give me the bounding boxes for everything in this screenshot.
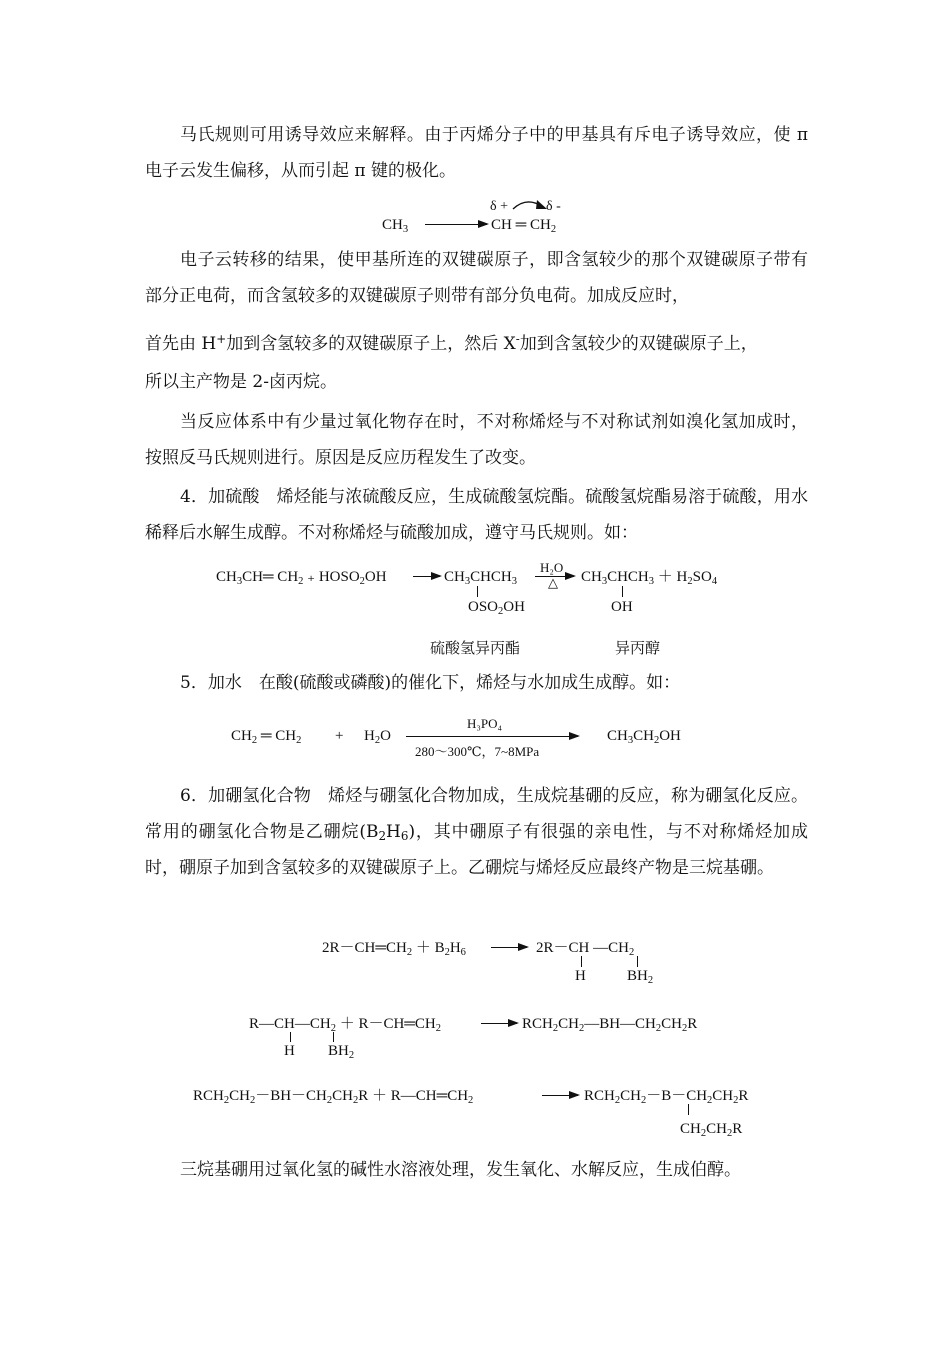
paragraph-addition-order: 首先由 H+加到含氢较多的双键碳原子上，然后 X-加到含氢较少的双键碳原子上， [145, 332, 758, 354]
formula-reactants: $2R-CH═CH_2 + B_2H_6$ [322, 940, 466, 958]
formula-oh: OH [611, 599, 633, 615]
condition-water: H₂O [540, 560, 564, 575]
formula-ch-ch2: CH ═ $CH_2$ [491, 217, 557, 235]
delta-minus: δ - [546, 199, 561, 214]
formula-propene: $CH_3CH═$ $CH_2$ ₊ $HOSO_2OH$ [216, 569, 387, 587]
reaction-arrow [425, 224, 487, 225]
substituent-bh2: $BH_2$ [328, 1043, 355, 1061]
paragraph-main-product: 所以主产物是 2-卤丙烷。 [145, 372, 337, 392]
formula-ethanol: $CH_3CH_2OH$ [607, 728, 681, 746]
paragraph-water-addition: 5．加水 在酸(硫酸或磷酸)的催化下，烯烃与水加成生成醇。如： [180, 673, 681, 693]
substituent-ch2ch2r: $CH_2CH_2R$ [680, 1121, 743, 1139]
paragraph-oxidation: 三烷基硼用过氧化氢的碱性水溶液处理，发生氧化、水解反应，生成伯醇。 [180, 1160, 741, 1180]
bond-line [688, 1104, 689, 1115]
formula-product: 2R－CH $—CH_2$ [536, 940, 635, 958]
bond-line [637, 956, 638, 967]
formula-trialkylborane: $RCH_2CH_2-B-CH_2CH_2R$ [584, 1088, 749, 1106]
substituent-h: H [284, 1043, 295, 1059]
delta-plus: δ + [490, 199, 508, 214]
reaction-arrow [406, 736, 578, 737]
substituent-h: H [575, 968, 586, 984]
formula-water: $H_2O$ [364, 728, 391, 746]
reaction-arrow [491, 947, 527, 948]
condition-temperature-pressure: 280～300℃，7~8MPa [415, 744, 540, 759]
bond-line [290, 1032, 291, 1042]
reaction-arrow [481, 1023, 517, 1024]
bond-line [622, 586, 623, 597]
paragraph-sulfuric-acid: 4．加硫酸 烯烃能与浓硫酸反应，生成硫酸氢烷酯。硫酸氢烷酯易溶于硫酸，用水稀释后水解生成醇。不对称烯烃与硫酸加成，遵守马氏规则。如： [145, 487, 808, 543]
curved-arrow-icon [510, 196, 550, 212]
formula-oso2oh: $OSO_2OH$ [468, 599, 525, 617]
caption-isopropyl-hydrogen-sulfate: 硫酸氢异丙酯 [430, 639, 521, 657]
condition-h3po4: H₃PO₄ [467, 716, 503, 731]
formula-reactants: $RCH_2CH_2-BH-CH_2CH_2R$ ＋ $R—CH═CH_2$ [193, 1088, 474, 1106]
condition-heat: △ [548, 575, 558, 590]
formula-product: $RCH_2CH_2—BH—CH_2CH_2R$ [522, 1016, 698, 1034]
formula-isopropyl-hydrogen-sulfate: $CH_3CHCH_3$ [444, 569, 518, 587]
bond-line [581, 956, 582, 967]
substituent-bh2: $BH_2$ [627, 968, 654, 986]
bond-line [333, 1032, 334, 1042]
paragraph-anti-markovnikov: 当反应体系中有少量过氧化物存在时，不对称烯烃与不对称试剂如溴化氢加成时，按照反马氏规则进行。原因是反应历程发生了改变。 [145, 412, 808, 468]
paragraph-charge-distribution: 电子云转移的结果，使甲基所连的双键碳原子，即含氢较少的那个双键碳原子带有部分正电荷，而含氢较多的双键碳原子则带有部分负电荷。加成反应时， [145, 250, 808, 306]
reaction-arrow [542, 1095, 578, 1096]
plus-sign: + [335, 728, 344, 744]
paragraph-markovnikov-explanation: 马氏规则可用诱导效应来解释。由于丙烯分子中的甲基具有斥电子诱导效应，使 π 电子云发生偏移，从而引起 π 键的极化。 [145, 125, 808, 181]
caption-isopropanol: 异丙醇 [615, 639, 661, 657]
formula-ch3: $CH_3$ [382, 217, 409, 235]
bond-line [477, 586, 478, 597]
paragraph-hydroboration: 6．加硼氢化合物 烯烃与硼氢化合物加成，生成烷基硼的反应，称为硼氢化反应。常用的硼氢化合物是乙硼烷$(B_2H_6)$，其中硼原子有很强的亲电性，与不对称烯烃加成时，硼原子加到含氢较多的双键碳原子上。乙硼烷与烯烃反应最终产物是三烷基硼。 [145, 786, 808, 878]
formula-reactants: $R—CH—CH_2$ ＋ $R-CH═CH_2$ [249, 1016, 441, 1034]
formula-ethene: $CH_2$ ═ $CH_2$ [231, 728, 302, 746]
reaction-arrow [413, 576, 440, 577]
formula-isopropanol: $CH_3CHCH_3 + H_2SO_4$ [581, 569, 718, 587]
